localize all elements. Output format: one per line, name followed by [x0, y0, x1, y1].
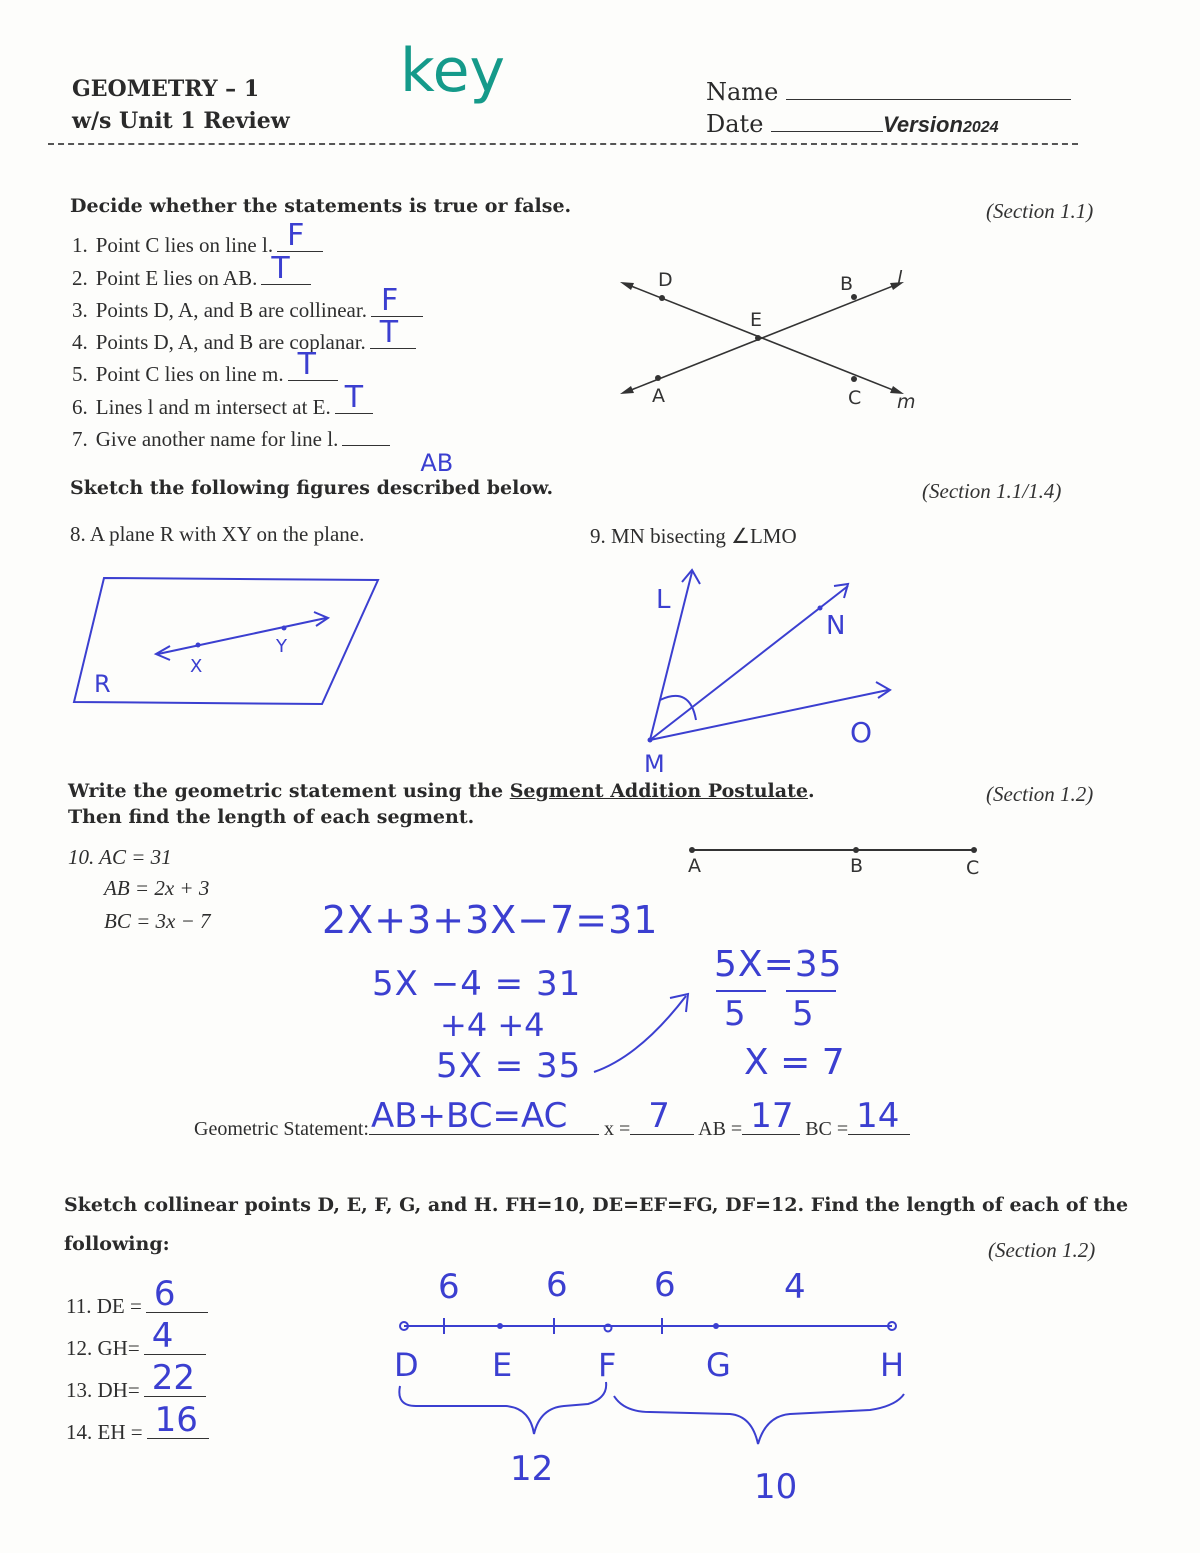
line-xy: [158, 618, 326, 654]
length-blank[interactable]: [144, 1358, 206, 1398]
label-y: Y: [276, 636, 287, 657]
plane-r: [74, 578, 378, 704]
section1-instruction: Decide whether the statements is true or false.: [70, 195, 572, 217]
given-ac: 10. AC = 31: [68, 845, 172, 869]
x-label: x =: [603, 1118, 631, 1140]
section2-ref: (Section 1.1/1.4): [922, 479, 1062, 503]
statement-blank[interactable]: [369, 1096, 599, 1136]
label-n: N: [826, 611, 846, 641]
point-d: [659, 295, 665, 301]
header-divider: [48, 143, 1078, 145]
fraction-bar-left: [716, 990, 766, 992]
section3-instruction-2: Then find the length of each segment.: [68, 806, 475, 828]
bc-blank[interactable]: [848, 1096, 910, 1136]
bc-answer: 14: [856, 1096, 900, 1136]
length-fg: 6: [654, 1265, 676, 1305]
length-df: 12: [510, 1449, 554, 1489]
label-m: M: [644, 750, 665, 778]
label-l: L: [656, 585, 671, 615]
length-label: 14. EH =: [66, 1420, 143, 1444]
unit-title: w/s Unit 1 Review: [72, 108, 290, 134]
length-ef: 6: [546, 1265, 568, 1305]
answer-blank[interactable]: [261, 251, 311, 286]
question-number: 6.: [72, 395, 88, 419]
label-f: F: [598, 1346, 617, 1384]
question-2: [72, 251, 311, 291]
question-4: [72, 315, 416, 355]
answer-text: F: [380, 283, 399, 318]
question-number: 3.: [72, 298, 88, 322]
label-e: E: [492, 1346, 513, 1384]
label-c: C: [848, 387, 862, 409]
section4-instruction-2: following:: [64, 1233, 170, 1255]
length-label: 13. DH=: [66, 1378, 140, 1402]
label-a: A: [688, 855, 701, 877]
label-m: m: [897, 391, 916, 413]
question-number: 5.: [72, 362, 88, 386]
work-line-3: +4 +4: [440, 1006, 545, 1044]
fraction-bar-right: [786, 990, 836, 992]
plane-sketch: [70, 570, 390, 715]
brace-df: [399, 1382, 606, 1434]
work-line-2: 5X −4 = 31: [372, 964, 582, 1004]
label-x: X: [190, 656, 203, 677]
question-7: [72, 427, 454, 477]
question-text: Points D, A, and B are coplanar.: [95, 330, 366, 354]
instruction-text: Write the geometric statement using the: [68, 780, 510, 802]
instruction-period: .: [807, 780, 815, 802]
name-label: Name: [706, 78, 779, 106]
question-text: Point C lies on line l.: [95, 233, 274, 257]
label-d: D: [658, 269, 673, 291]
answer-blank[interactable]: [288, 347, 338, 382]
label-h: H: [880, 1346, 905, 1384]
question-8: 8. A plane R with XY on the plane.: [70, 522, 365, 546]
given-ab: AB = 2x + 3: [104, 876, 210, 900]
answer-text: F: [287, 218, 305, 253]
question-9: 9. MN bisecting ∠LMO: [590, 524, 797, 548]
label-d: D: [394, 1346, 419, 1384]
statement-answer: AB+BC=AC: [370, 1096, 568, 1136]
ab-answer: 17: [750, 1096, 794, 1136]
answer-text: T: [271, 251, 290, 286]
answer-text: AB: [420, 449, 454, 477]
date-label: Date: [706, 110, 764, 138]
length-question-14: [66, 1400, 209, 1445]
point-x: [196, 643, 201, 648]
point-a: [655, 375, 661, 381]
statement-label: Geometric Statement:: [194, 1118, 369, 1140]
answer-blank[interactable]: [335, 380, 373, 415]
instruction-underlined: Segment Addition Postulate: [509, 780, 808, 802]
length-gh: 4: [784, 1267, 806, 1307]
bc-label: BC =: [805, 1118, 849, 1140]
x-blank[interactable]: [630, 1096, 694, 1136]
work-line-1: 2X+3+3X−7=31: [322, 898, 659, 942]
label-c: C: [966, 857, 980, 879]
point-e: [497, 1323, 503, 1329]
label-g: G: [706, 1346, 731, 1384]
length-answer: 6: [153, 1274, 176, 1314]
question-text: Lines l and m intersect at E.: [95, 395, 331, 419]
question-3: [72, 283, 423, 323]
question-text: Give another name for line l.: [95, 427, 339, 451]
length-blank[interactable]: [144, 1316, 206, 1356]
point-b: [853, 847, 859, 853]
name-field[interactable]: [706, 78, 1071, 106]
label-b: B: [840, 273, 854, 295]
given-bc: BC = 3x − 7: [104, 909, 211, 933]
brace-fh: [614, 1394, 904, 1444]
length-label: 11. DE =: [66, 1294, 142, 1318]
question-text: Points D, A, and B are collinear.: [95, 298, 367, 322]
course-title: GEOMETRY – 1: [72, 76, 260, 102]
work-arrow: [590, 986, 700, 1076]
arrow-icon: [620, 282, 634, 290]
label-a: A: [652, 385, 665, 407]
section3-ref: (Section 1.2): [986, 782, 1094, 806]
label-l: l: [897, 267, 903, 289]
length-label: 12. GH=: [66, 1336, 140, 1360]
work-line-4: 5X = 35: [436, 1046, 582, 1086]
question-number: 2.: [72, 266, 88, 290]
label-b: B: [850, 855, 864, 877]
section4-ref: (Section 1.2): [988, 1238, 1096, 1262]
x-answer: 7: [648, 1096, 670, 1136]
question-number: 4.: [72, 330, 88, 354]
date-field[interactable]: [706, 110, 999, 138]
answer-row: [194, 1096, 910, 1141]
question-6: [72, 380, 373, 420]
question-number: 1.: [72, 233, 88, 257]
section1-ref: (Section 1.1): [986, 199, 1094, 223]
answer-blank[interactable]: [342, 445, 454, 477]
question-text: Point E lies on AB.: [95, 266, 258, 290]
question-text: Point C lies on line m.: [95, 362, 284, 386]
collinear-points-sketch: [380, 1258, 940, 1518]
work-line-7: X = 7: [744, 1042, 845, 1083]
question-number: 7.: [72, 427, 88, 451]
work-divisor-right: 5: [792, 994, 814, 1034]
length-de: 6: [438, 1267, 460, 1307]
section2-instruction: Sketch the following figures described below.: [70, 477, 554, 499]
point-y: [282, 626, 287, 631]
point-e: [755, 335, 761, 341]
length-blank[interactable]: [147, 1400, 209, 1440]
length-fh: 10: [754, 1467, 798, 1507]
label-o: O: [850, 716, 873, 749]
version-label: Version: [883, 112, 963, 137]
point-n: [818, 606, 823, 611]
work-line-5: 5X=35: [714, 944, 843, 985]
answer-blank[interactable]: [370, 315, 416, 350]
label-r: R: [94, 670, 111, 698]
point-g: [713, 1323, 719, 1329]
section4-instruction: Sketch collinear points D, E, F, G, and H. FH=10, DE=EF=FG, DF=12. Find the length of each of the: [64, 1194, 1129, 1216]
point-m: [648, 738, 653, 743]
length-answer: 4: [151, 1316, 174, 1356]
section3-instruction: [68, 780, 815, 802]
point-c: [971, 847, 977, 853]
arrow-icon: [594, 996, 686, 1072]
ab-blank[interactable]: [742, 1096, 800, 1136]
work-divisor-left: 5: [724, 994, 746, 1034]
ab-label: AB =: [698, 1118, 743, 1140]
length-answer: 22: [151, 1358, 195, 1398]
length-question-11: [66, 1274, 208, 1319]
version-year: 2024: [962, 119, 999, 136]
arrow-icon: [620, 386, 634, 394]
point-a: [689, 847, 695, 853]
answer-text: T: [379, 315, 399, 350]
length-answer: 16: [154, 1400, 198, 1440]
key-mark: key: [400, 36, 506, 106]
point-c: [851, 376, 857, 382]
question-5: [72, 347, 338, 387]
intersecting-lines-diagram: [610, 262, 920, 422]
answer-text: T: [297, 347, 316, 382]
angle-bisector-sketch: [636, 560, 916, 780]
answer-text: T: [344, 380, 364, 415]
segment-abc: [680, 838, 990, 880]
label-e: E: [750, 309, 763, 331]
length-blank[interactable]: [146, 1274, 208, 1314]
